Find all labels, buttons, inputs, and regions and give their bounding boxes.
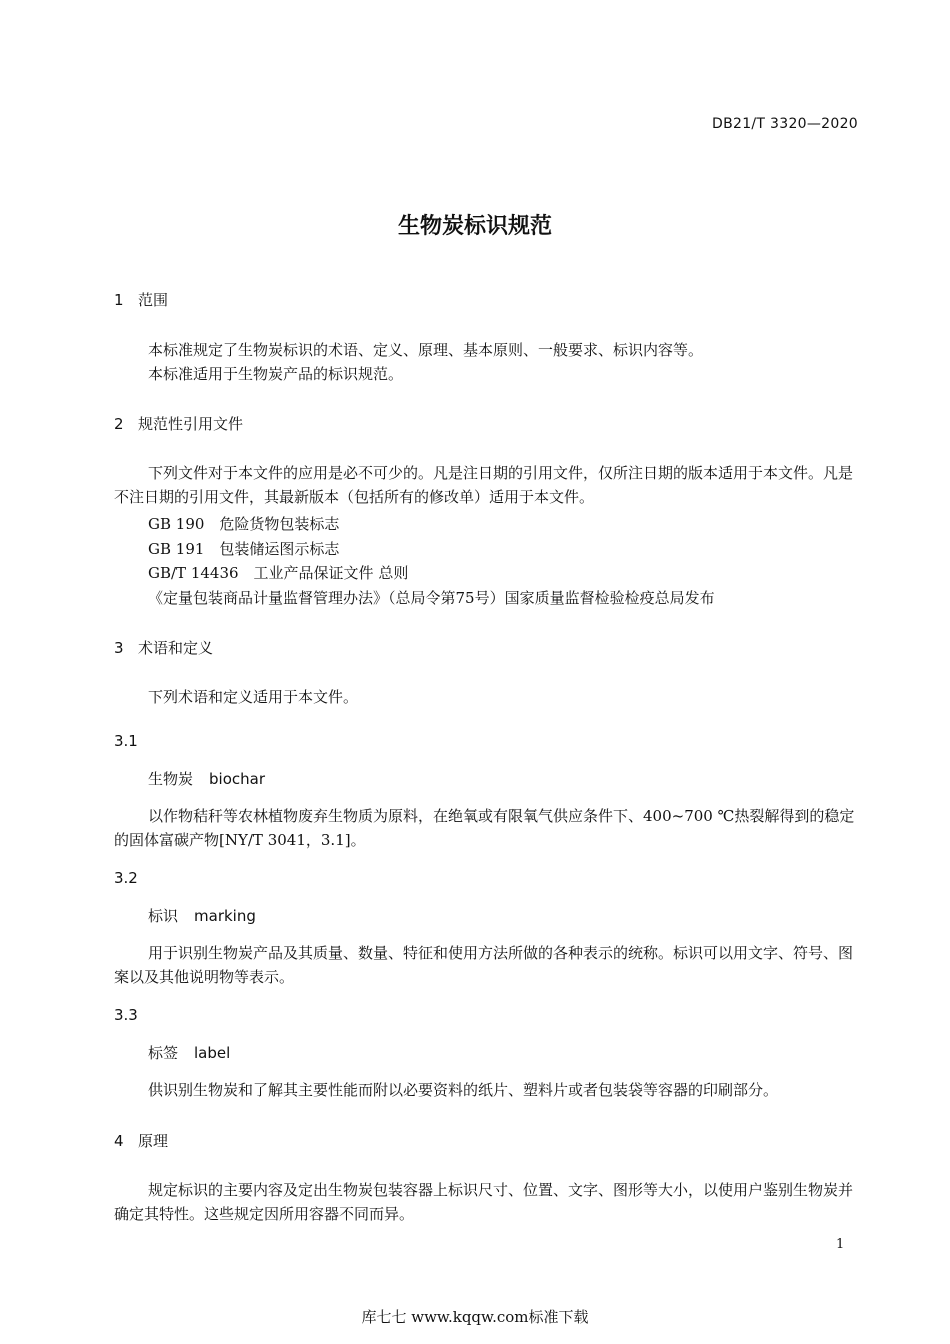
document-title: 生物炭标识规范 [397,214,552,239]
term-chinese: 标识 [148,907,179,925]
section-number: 1 [114,291,124,309]
term-number: 3.1 [114,732,138,750]
footer-watermark: 库七七 www.kqqw.com标准下载 [361,1308,589,1326]
reference-item: 《定量包装商品计量监督管理办法》（总局令第75号）国家质量监督检验检疫总局发布 [148,589,715,607]
scope-paragraph-1: 本标准规定了生物炭标识的术语、定义、原理、基本原则、一般要求、标识内容等。 [148,341,704,359]
section-4-heading [114,1130,168,1151]
standard-code: DB21/T 3320—2020 [712,116,858,132]
section-title: 范围 [138,291,169,309]
reference-item: GB 191 包装储运图示标志 [148,540,340,558]
section-3-heading [114,637,213,658]
term-number: 3.2 [114,869,138,887]
term-chinese: 标签 [148,1044,179,1062]
term-number: 3.3 [114,1006,138,1024]
term-heading [148,1042,230,1063]
term-english: biochar [209,770,265,788]
term-heading [148,905,256,926]
term-heading [148,768,265,789]
section-title: 原理 [138,1132,169,1150]
principle-paragraph: 规定标识的主要内容及定出生物炭包装容器上标识尺寸、位置、文字、图形等大小，以使用户鉴别生物炭并确定其特性。这些规定因所用容器不同而异。 [114,1181,854,1223]
term-chinese: 生物炭 [148,770,194,788]
section-2-heading [114,413,243,434]
section-title: 规范性引用文件 [138,415,244,433]
terms-intro: 下列术语和定义适用于本文件。 [148,688,359,706]
references-intro: 下列文件对于本文件的应用是必不可少的。凡是注日期的引用文件，仅所注日期的版本适用于本文件。凡是不注日期的引用文件，其最新版本（包括所有的修改单）适用于本文件。 [114,464,854,506]
term-definition: 用于识别生物炭产品及其质量、数量、特征和使用方法所做的各种表示的统称。标识可以用文字、符号、图案以及其他说明物等表示。 [114,944,854,986]
term-definition: 以作物秸秆等农林植物废弃生物质为原料，在绝氧或有限氧气供应条件下、400~700 ℃热裂解得到的稳定的固体富碳产物[NY/T 3041，3.1]。 [114,807,855,849]
term-english: label [194,1044,231,1062]
section-1-heading [114,289,168,310]
section-number: 4 [114,1132,124,1150]
section-title: 术语和定义 [138,639,214,657]
section-number: 2 [114,415,124,433]
term-english: marking [194,907,256,925]
reference-item: GB 190 危险货物包装标志 [148,515,340,533]
page-number: 1 [836,1237,845,1252]
reference-item: GB/T 14436 工业产品保证文件 总则 [148,564,409,582]
section-number: 3 [114,639,124,657]
scope-paragraph-2: 本标准适用于生物炭产品的标识规范。 [148,365,404,383]
term-definition: 供识别生物炭和了解其主要性能而附以必要资料的纸片、塑料片或者包装袋等容器的印刷部分。 [148,1081,779,1099]
